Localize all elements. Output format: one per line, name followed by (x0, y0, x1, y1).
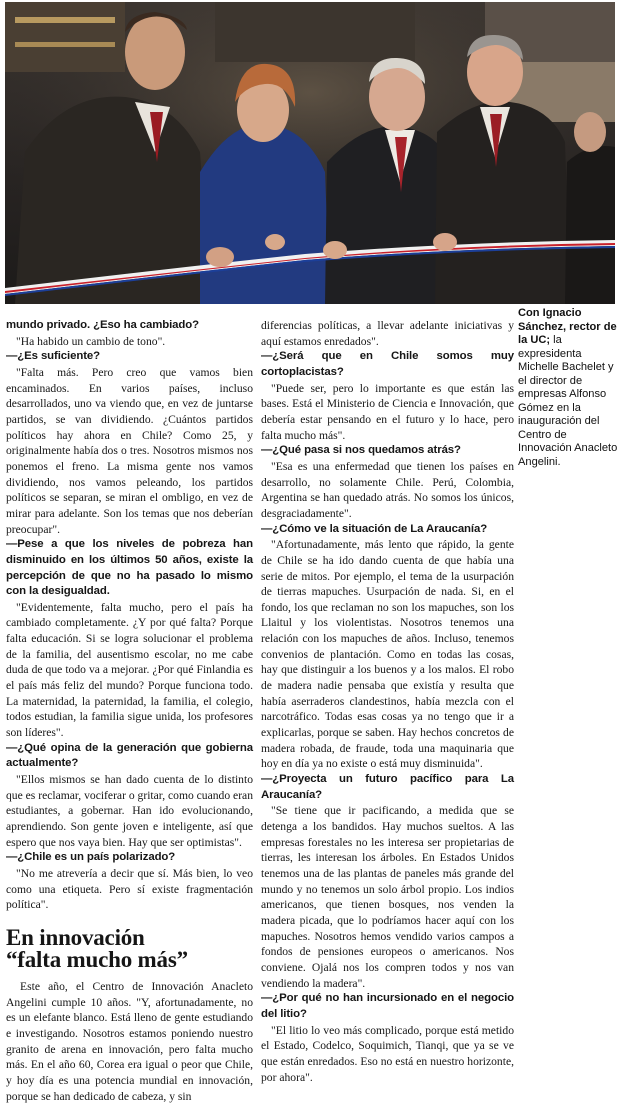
question: —¿Es suficiente? (6, 350, 100, 363)
question: —Pese a que los niveles de pobreza han disminuido en los últimos 50 años, existe la percepción de que no ha pasado lo mismo con la desigualdad. (6, 538, 253, 598)
question: —¿Proyecta un futuro pacífico para La Araucanía? (261, 773, 514, 801)
body-paragraph: Este año, el Centro de Innovación Anacleto Angelini cumple 10 años. "Y, afortunadamente, no es un elefante blanco. Está lleno de gente estudiando e investigando. Nosotros estamos poniendo nuestro granito de arena en innovación, pero falta mucho más. En el año 60, Corea era igual o peor que Chile, y hoy día es una potencia mundial en innovación, porque se han dedicado de cabeza, y sin (6, 979, 253, 1103)
caption-bold: Con Ignacio Sánchez, rector de la UC; (518, 307, 617, 346)
photo-caption (518, 307, 622, 469)
question: —¿Por qué no han incursionado en el negocio del litio? (261, 992, 514, 1020)
answer: "Puede ser, pero lo importante es que están las bases. Está el Ministerio de Ciencia e Innovación, que debería estar pensando en el futuro y lo hace, pero falta mucho más". (261, 381, 514, 442)
question: —¿Cómo ve la situación de La Araucanía? (261, 522, 488, 535)
answer: "Falta más. Pero creo que vamos bien encaminados. En varios países, incluso desarrollados, uno va viendo que, en vez de juntarse partidos, se van dividiendo. ¿Cuántos partidos políticos hay ahora en Chile? Como 25, y originalmente había dos o tres. Nosotros mismos nos ponemos el freno. La misma gente nos vamos dividiendo, nos vamos peleando, los partidos políticos se separan, se miran el ombligo, en vez de mirar para adelante. Son los temas que nos deberían preocupar". (6, 365, 253, 536)
article-column-2 (261, 318, 514, 1085)
headline-line-1: En innovación (6, 924, 145, 950)
question: —¿Chile es un país polarizado? (6, 851, 176, 864)
answer: "Afortunadamente, más lento que rápido, la gente de Chile se ha ido dando cuenta de que había una serie de mitos. Por ejemplo, el tema de la usurpación de tierras mapuches. Usurpación de nada. Si, en el fondo, los que reclaman no son los mapuches, son los Llaitul y los violentistas. Nosotros tenemos una relación con los mapuches de años. Incluso, tenemos convenios de plantación. Como en todas las cosas, hay que distinguir a los buenos y a los malos. El robo de madera nadie pensaba que existía y resulta que había aserraderos clandestinos, había mezcla con el narcotráfico. Todas esas cosas ya no tengo que ir a explicarlas, porque se saben. Hay hechos concretos de madera robada, de fraude, toda una maquinaria que hoy en día ya no existe o está muy disminuida". (261, 538, 514, 771)
question: —¿Será que en Chile somos muy cortoplacistas? (261, 350, 514, 378)
answer: "El litio lo veo más complicado, porque está metido el Estado, Codelco, Soquimich, Tianqi, que ya se ve que están enredados. Eso no está en nuestro horizonte, por ahora". (261, 1023, 514, 1084)
ribbon-cutting-photo (5, 2, 615, 304)
answer: "Se tiene que ir pacificando, a medida que se detenga a los bandidos. Hay muchos sueltos. A las empresas forestales no les interesa ser propietarias de tierras, les interesan los árboles. En Estados Unidos tenemos una de las plantas de paneles más grande del mundo y no tenemos un solo árbol propio. Los indios americanos, que tienen bosques, nos venden la madera picada, que lo podríamos hacer aquí con los mapuches. Nosotros hemos vendido varios campos a fondos de pensiones europeos o americanos. Nos conviene. Ojalá nos los compren todos y nos van vendiendo la madera". (261, 804, 514, 990)
photo-image (5, 2, 615, 304)
caption-text: la expresidenta Michelle Bachelet y el director de empresas Alfonso Gómez en la inauguración del Centro de Innovación Anacleto Angelini. (518, 334, 618, 468)
answer: "Ellos mismos se han dado cuenta de lo distinto que es reclamar, vociferar o gritar, como cuando eran estudiantes, a gobernar. Han ido evolucionando, aprendiendo. Son gente joven e inteligente, así que espero que nos vaya bien. Hay que ser optimistas". (6, 773, 253, 849)
article-column-1 (6, 318, 253, 1104)
question: mundo privado. ¿Eso ha cambiado? (6, 319, 199, 331)
headline-line-2: “falta mucho más” (6, 946, 188, 972)
section-headline (6, 924, 253, 972)
question: —¿Qué pasa si nos quedamos atrás? (261, 444, 461, 457)
answer: "Evidentemente, falta mucho, pero el país ha cambiado completamente. ¿Y por qué falta? Porque falta educación. Si se logra solucionar el problema de la familia, del ausentismo escolar, no me cabe duda de que todo va a mejorar. ¿Por qué Finlandia es el país más feliz del mundo? Porque funciona todo. La maternidad, la paternidad, la familia, el colegio, todos estudian, la familia sigue unida, los profesores son líderes". (6, 600, 253, 740)
answer: "No me atrevería a decir que sí. Más bien, lo veo como una etiqueta. Pero sí existe fragmentación política". (6, 866, 253, 912)
answer: "Esa es una enfermedad que tienen los países en desarrollo, no solamente Chile. Perú, Colombia, Argentina se han quedado atrás. No somos los únicos, desgraciadamente". (261, 459, 514, 520)
answer: diferencias políticas, a llevar adelante iniciativas y aquí estamos enredados". (261, 319, 514, 348)
answer: "Ha habido un cambio de tono". (16, 334, 166, 348)
question: —¿Qué opina de la generación que gobierna actualmente? (6, 741, 253, 770)
